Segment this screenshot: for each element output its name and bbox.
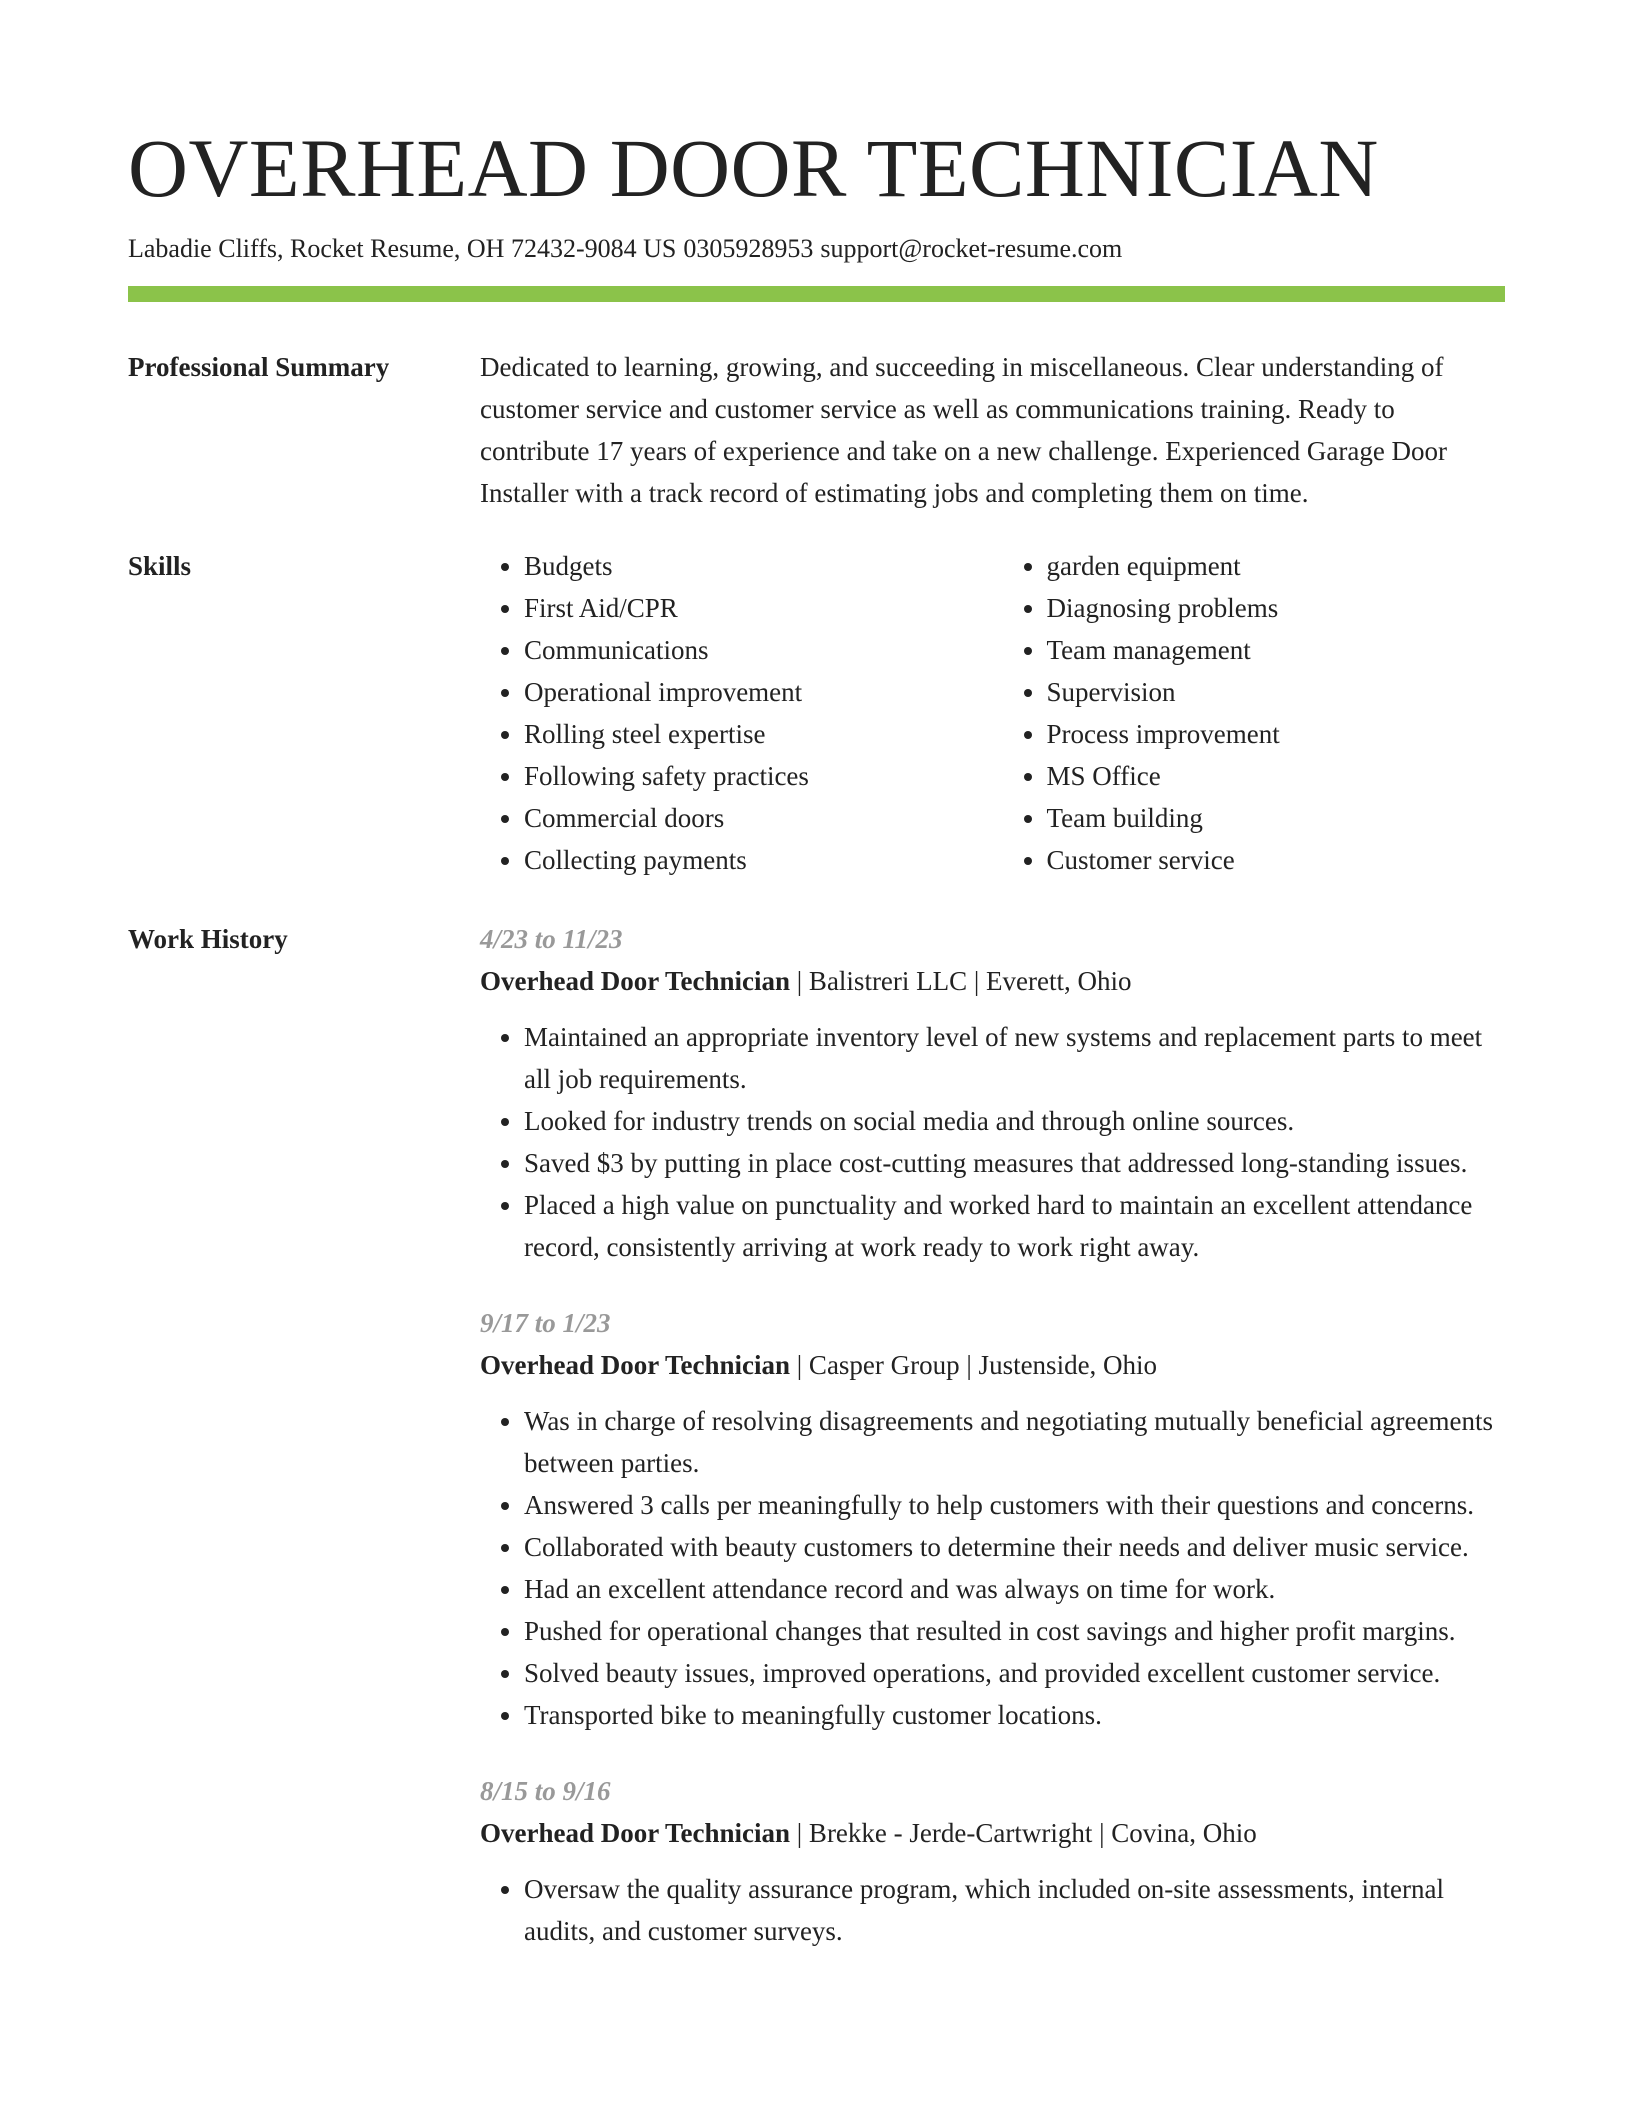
contact-email: support@rocket-resume.com <box>820 234 1123 263</box>
job-bullet: • Pushed for operational changes that resulted in cost savings and higher profit margins. <box>524 1610 1505 1652</box>
job-dates: 4/23 to 11/23 <box>480 924 623 954</box>
job-bullet: • Maintained an appropriate inventory level of new systems and replacement parts to meet all job requirements. <box>524 1016 1505 1100</box>
summary-heading: Professional Summary <box>128 352 390 382</box>
skill-item: • Commercial doors <box>524 797 983 839</box>
job-company-location: | Brekke - Jerde-Cartwright | Covina, Ohio <box>790 1818 1257 1848</box>
job-bullets <box>480 1400 1505 1736</box>
job-company-location: | Balistreri LLC | Everett, Ohio <box>790 966 1132 996</box>
skills-heading: Skills <box>128 551 192 581</box>
skill-item: • Operational improvement <box>524 671 983 713</box>
skill-item: • Team building <box>1047 797 1506 839</box>
job-dates: 9/17 to 1/23 <box>480 1308 611 1338</box>
summary-text: Dedicated to learning, growing, and succeeding in miscellaneous. Clear understanding of customer service and customer service as well as communications training. Ready to contribute 17 years of experience and take on a new challenge. Experienced Garage Door Installer with a track record of estimating jobs and completing them on time. <box>480 352 1448 508</box>
accent-divider <box>128 286 1505 302</box>
skill-item: • First Aid/CPR <box>524 587 983 629</box>
job-entry <box>480 918 1505 1268</box>
job-bullet: • Looked for industry trends on social media and through online sources. <box>524 1100 1505 1142</box>
job-dates: 8/15 to 9/16 <box>480 1776 611 1806</box>
job-bullet: • Oversaw the quality assurance program, which included on-site assessments, internal audits, and customer surveys. <box>524 1868 1505 1952</box>
job-title: Overhead Door Technician <box>480 966 791 996</box>
job-title: Overhead Door Technician <box>480 1350 791 1380</box>
job-bullet: • Saved $3 by putting in place cost-cutting measures that addressed long-standing issues. <box>524 1142 1505 1184</box>
job-bullet: • Placed a high value on punctuality and worked hard to maintain an excellent attendance record, consistently arriving at work ready to work right away. <box>524 1184 1505 1268</box>
job-entry <box>480 1770 1505 1952</box>
job-bullet: • Solved beauty issues, improved operations, and provided excellent customer service. <box>524 1652 1505 1694</box>
skills-list-right <box>1003 545 1506 881</box>
skill-item: • Diagnosing problems <box>1047 587 1506 629</box>
job-heading <box>480 1344 1505 1386</box>
job-title: Overhead Door Technician <box>480 1818 791 1848</box>
contact-address: Labadie Cliffs, Rocket Resume, OH 72432-9084 US <box>128 234 677 263</box>
job-company-location: | Casper Group | Justenside, Ohio <box>790 1350 1158 1380</box>
skill-item: • Collecting payments <box>524 839 983 881</box>
job-bullet: • Transported bike to meaningfully customer locations. <box>524 1694 1505 1736</box>
skill-item: • Customer service <box>1047 839 1506 881</box>
skill-item: • Process improvement <box>1047 713 1506 755</box>
work-history-heading: Work History <box>128 924 288 954</box>
skill-item: • Communications <box>524 629 983 671</box>
skill-item: • garden equipment <box>1047 545 1506 587</box>
job-entry <box>480 1302 1505 1736</box>
skill-item: • MS Office <box>1047 755 1506 797</box>
skill-item: • Following safety practices <box>524 755 983 797</box>
resume-title: OVERHEAD DOOR TECHNICIAN <box>128 122 1379 214</box>
job-bullet: • Collaborated with beauty customers to determine their needs and deliver music service. <box>524 1526 1505 1568</box>
skill-item: • Team management <box>1047 629 1506 671</box>
skills-list-left <box>480 545 983 881</box>
skill-item: • Budgets <box>524 545 983 587</box>
skill-item: • Supervision <box>1047 671 1506 713</box>
contact-line <box>128 232 1122 266</box>
job-bullet: • Answered 3 calls per meaningfully to help customers with their questions and concerns. <box>524 1484 1505 1526</box>
job-heading <box>480 1812 1505 1854</box>
job-bullet: • Had an excellent attendance record and was always on time for work. <box>524 1568 1505 1610</box>
job-bullets <box>480 1016 1505 1268</box>
job-bullet: • Was in charge of resolving disagreements and negotiating mutually beneficial agreements between parties. <box>524 1400 1505 1484</box>
job-bullets <box>480 1868 1505 1952</box>
contact-phone: 0305928953 <box>683 234 814 263</box>
job-heading <box>480 960 1505 1002</box>
skill-item: • Rolling steel expertise <box>524 713 983 755</box>
